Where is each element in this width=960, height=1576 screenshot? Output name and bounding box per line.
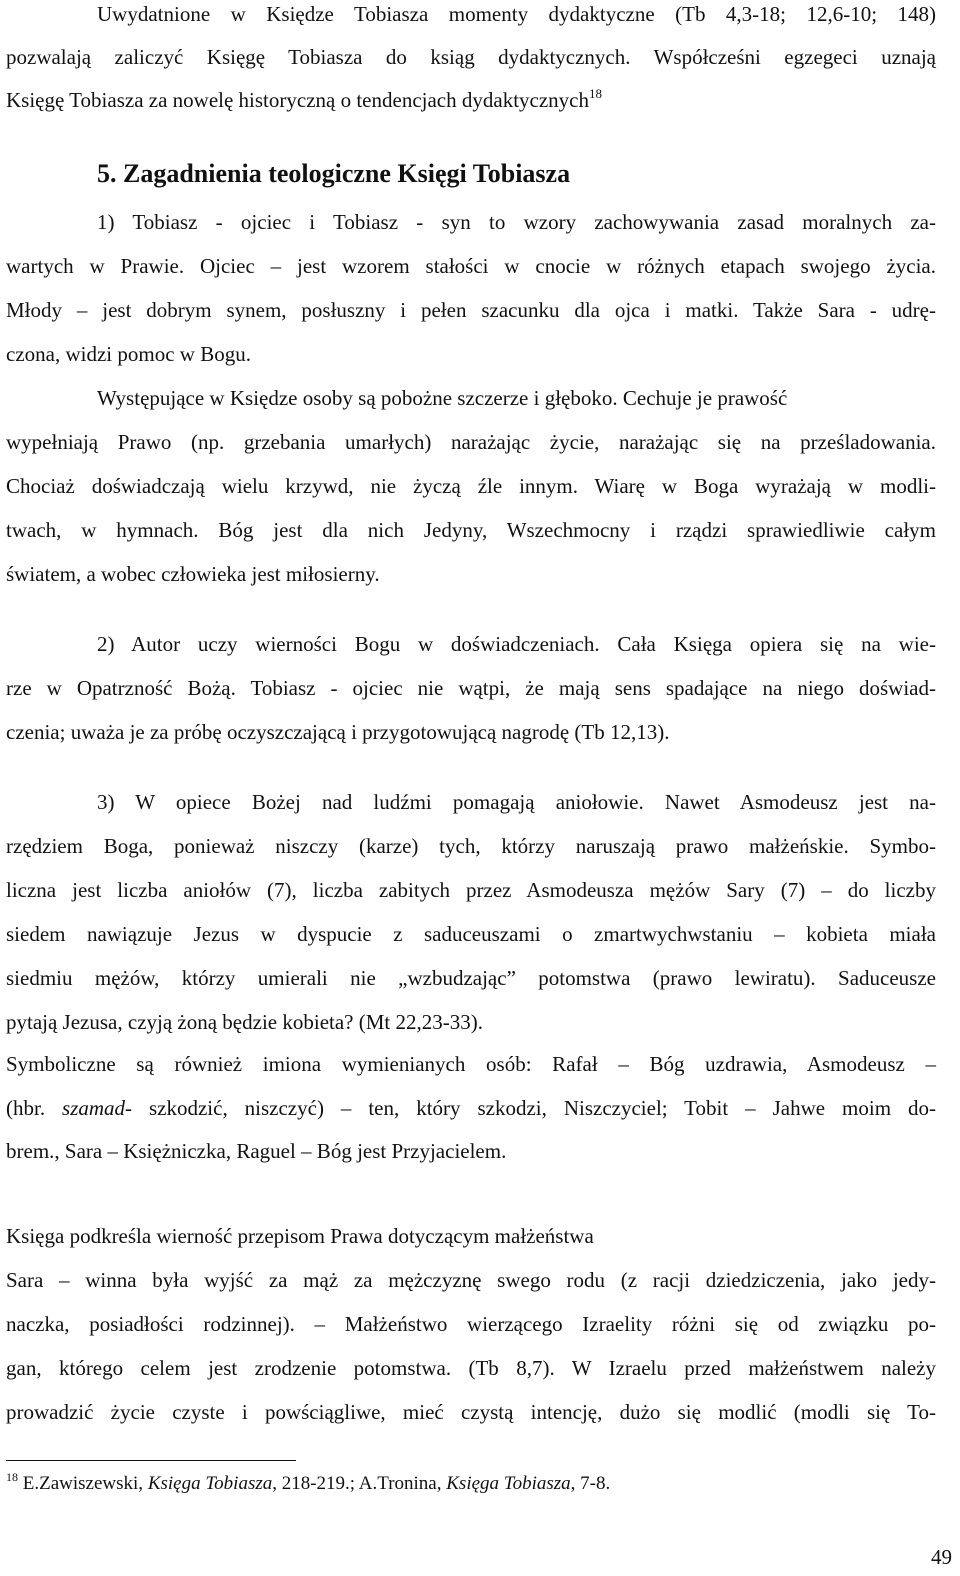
text-line: 1) Tobiasz - ojciec i Tobiasz - syn to wzory zachowywania zasad moralnych za- (97, 210, 936, 234)
text-line (6, 86, 936, 114)
text-line: twach, w hymnach. Bóg jest dla nich Jedyny, Wszechmocny i rządzi sprawiedliwie całym (6, 518, 936, 542)
footnote-number: 18 (6, 1470, 18, 1484)
text-line: 2) Autor uczy wierności Bogu w doświadczeniach. Cała Księga opiera się na wie- (97, 632, 936, 656)
text-line: naczka, posiadłości rodzinnej). – Małżeństwo wierzącego Izraelity różni się od związku po- (6, 1312, 936, 1336)
text-line: pytają Jezusa, czyją żoną będzie kobieta? (Mt 22,23-33). (6, 1010, 483, 1034)
text-line: Występujące w Księdze osoby są pobożne szczerze i głęboko. Cechuje je prawość (97, 386, 788, 410)
text-line: rzędziem Boga, ponieważ niszczy (karze) tych, którzy naruszają prawo małżeńskie. Symbo- (6, 834, 936, 858)
footnote-title: Księga Tobiasza (147, 1473, 273, 1494)
footnote-ref: 18 (589, 86, 602, 101)
section-heading: 5. Zagadnienia teologiczne Księgi Tobiasza (97, 159, 571, 188)
text-line: siedem nawiązuje Jezus w dyspucie z saduceuszami o zmartwychwstaniu – kobieta miała (6, 922, 936, 946)
text-line: czenia; uważa je za próbę oczyszczającą i przygotowującą nagrodę (Tb 12,13). (6, 720, 670, 744)
text-line: gan, którego celem jest zrodzenie potomstwa. (Tb 8,7). W Izraelu przed małżeństwem należy (6, 1356, 936, 1380)
text-line: 3) W opiece Bożej nad ludźmi pomagają aniołowie. Nawet Asmodeusz jest na- (97, 790, 936, 814)
text-line (6, 1094, 936, 1122)
text-run: Księgę Tobiasza za nowelę historyczną o tendencjach dydaktycznych (6, 88, 589, 112)
text-line: Młody – jest dobrym synem, posłuszny i pełen szacunku dla ojca i matki. Także Sara - udrę- (6, 298, 936, 322)
footnote-text: , 218-219.; A.Tronina, (272, 1473, 447, 1494)
text-line: Księga podkreśla wierność przepisom Prawa dotyczącym małżeństwa (6, 1224, 594, 1248)
text-line: liczna jest liczba aniołów (7), liczba zabitych przez Asmodeusza mężów Sary (7) – do liczby (6, 878, 936, 902)
page-number: 49 (931, 1545, 952, 1569)
text-line: światem, a wobec człowieka jest miłosierny. (6, 562, 380, 586)
footnote-title: Księga Tobiasza (446, 1473, 571, 1494)
text-line: wartych w Prawie. Ojciec – jest wzorem stałości w cnocie w różnych etapach swojego życia. (6, 254, 936, 278)
text-line: prowadzić życie czyste i powściągliwe, mieć czystą intencję, dużo się modlić (modli się To- (6, 1400, 936, 1424)
text-line: Sara – winna była wyjść za mąż za mężczyznę swego rodu (z racji dziedziczenia, jako jedy- (6, 1268, 936, 1292)
footnote-text: , 7-8. (570, 1473, 611, 1494)
text-run: (hbr. (6, 1096, 63, 1120)
italic-term: szamad (62, 1096, 126, 1120)
text-line: brem., Sara – Księżniczka, Raguel – Bóg jest Przyjacielem. (6, 1139, 507, 1163)
text-line: siedmiu mężów, którzy umierali nie „wzbudzając” potomstwa (prawo lewiratu). Saduceusze (6, 966, 936, 990)
text-run: - szkodzić, niszczyć) – ten, który szkodzi, Niszczyciel; Tobit – Jahwe moim do- (125, 1096, 936, 1120)
footnote (6, 1471, 610, 1497)
text-line: czona, widzi pomoc w Bogu. (6, 342, 251, 366)
text-line: Symboliczne są również imiona wymienianych osób: Rafał – Bóg uzdrawia, Asmodeusz – (6, 1052, 936, 1076)
text-line: wypełniają Prawo (np. grzebania umarłych) narażając życie, narażając się na prześladowania. (6, 430, 936, 454)
text-line: Uwydatnione w Księdze Tobiasza momenty dydaktyczne (Tb 4,3-18; 12,6-10; 148) (97, 2, 936, 26)
text-line: pozwalają zaliczyć Księgę Tobiasza do ksiąg dydaktycznych. Współcześni egzegeci uznają (6, 45, 936, 69)
text-line: rze w Opatrzność Bożą. Tobiasz - ojciec nie wątpi, że mają sens spadające na niego doświad- (6, 676, 936, 700)
footnote-separator (6, 1460, 296, 1461)
footnote-text: E.Zawiszewski, (18, 1473, 148, 1494)
text-line: Chociaż doświadczają wielu krzywd, nie życzą źle innym. Wiarę w Boga wyrażają w modli- (6, 474, 936, 498)
